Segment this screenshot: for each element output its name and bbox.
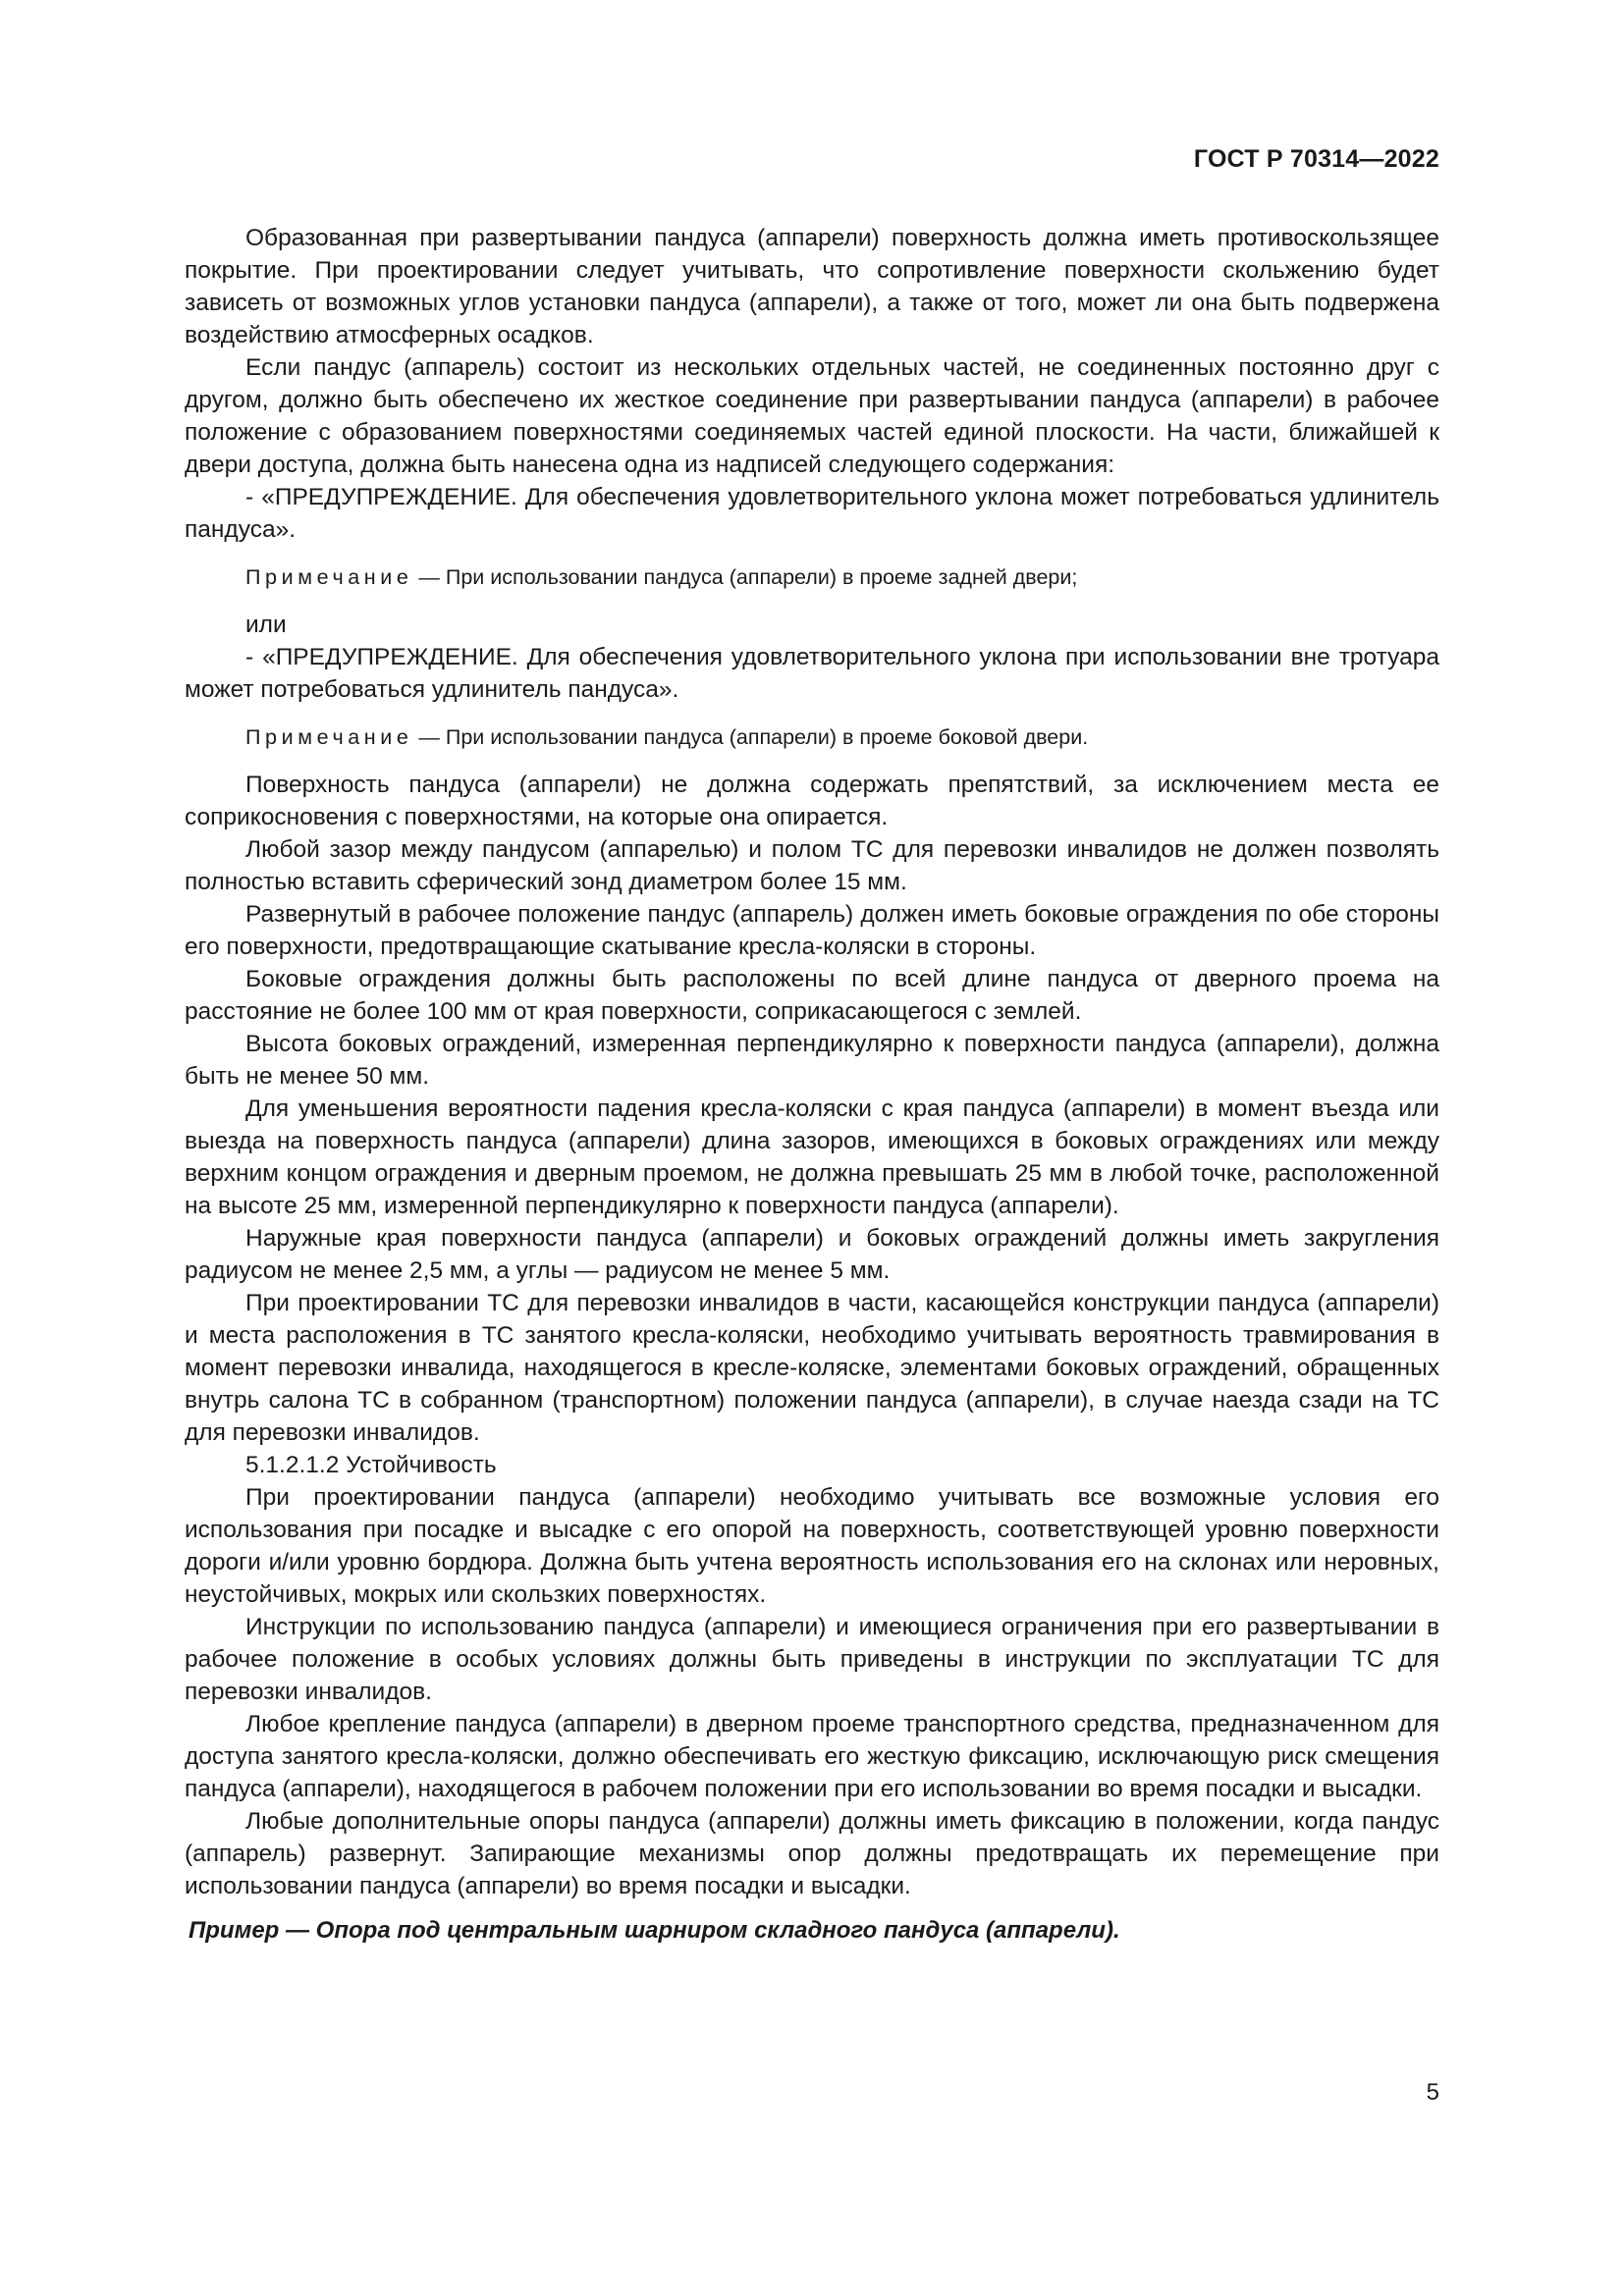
note [185, 562, 1439, 592]
paragraph: При проектировании ТС для перевозки инвалидов в части, касающейся конструкции пандуса (аппарели) и места расположения в ТС занятого кресла-коляски, необходимо учитывать вероятность травмирования в момент перевозки инвалида, находящегося в кресле-коляске, элементами боковых ограждений, обращенных внутрь салона ТС в собранном (транспортном) положении пандуса (аппарели), в случае наезда сзади на ТС для перевозки инвалидов. [185, 1290, 1439, 1446]
paragraph: Любые дополнительные опоры пандуса (аппарели) должны иметь фиксацию в положении, когда пандус (аппарель) развернут. Запирающие механизмы опор должны предотвращать их перемещение при использовании пандуса (аппарели) во время посадки и высадки. [185, 1808, 1439, 1899]
paragraph: Образованная при развертывании пандуса (аппарели) поверхность должна иметь противоскользящее покрытие. При проектировании следует учитывать, что сопротивление поверхности скольжению будет зависеть от возможных углов установки пандуса (аппарели), а также от того, может ли она быть подвержена воздействию атмосферных осадков. [185, 225, 1439, 348]
section-heading: 5.1.2.1.2 Устойчивость [245, 1452, 497, 1478]
page-number: 5 [1426, 2079, 1439, 2106]
paragraph: Любой зазор между пандусом (аппарелью) и полом ТС для перевозки инвалидов не должен позволять полностью вставить сферический зонд диаметром более 15 мм. [185, 836, 1439, 895]
warning-text: - «ПРЕДУПРЕЖДЕНИЕ. Для обеспечения удовлетворительного уклона может потребоваться удлинитель пандуса». [185, 484, 1439, 543]
document-header-standard-id: ГОСТ Р 70314—2022 [1193, 145, 1439, 173]
note-text: — При использовании пандуса (аппарели) в проеме задней двери; [412, 565, 1078, 589]
paragraph: Боковые ограждения должны быть расположены по всей длине пандуса от дверного проема на расстояние не более 100 мм от края поверхности, соприкасающегося с землей. [185, 966, 1439, 1025]
note-text: — При использовании пандуса (аппарели) в проеме боковой двери. [412, 725, 1089, 749]
paragraph: Высота боковых ограждений, измеренная перпендикулярно к поверхности пандуса (аппарели), должна быть не менее 50 мм. [185, 1031, 1439, 1090]
note [185, 722, 1439, 752]
conjunction: или [245, 612, 287, 638]
note-label: Примечание [245, 725, 413, 749]
paragraph: Поверхность пандуса (аппарели) не должна содержать препятствий, за исключением места ее соприкосновения с поверхностями, на которые она опирается. [185, 772, 1439, 830]
paragraph: Если пандус (аппарель) состоит из нескольких отдельных частей, не соединенных постоянно друг с другом, должно быть обеспечено их жесткое соединение при развертывании пандуса (аппарели) в рабочее положение с образованием поверхностями соединяемых частей единой плоскости. На части, ближайшей к двери доступа, должна быть нанесена одна из надписей следующего содержания: [185, 354, 1439, 478]
paragraph: Наружные края поверхности пандуса (аппарели) и боковых ограждений должны иметь закругления радиусом не менее 2,5 мм, а углы — радиусом не менее 5 мм. [185, 1225, 1439, 1284]
paragraph: Развернутый в рабочее положение пандус (аппарель) должен иметь боковые ограждения по обе стороны его поверхности, предотвращающие скатывание кресла-коляски в стороны. [185, 901, 1439, 960]
paragraph: При проектировании пандуса (аппарели) необходимо учитывать все возможные условия его использования при посадке и высадке с его опорой на поверхность, соответствующей уровню поверхности дороги и/или уровню бордюра. Должна быть учтена вероятность использования его на склонах или неровных, неустойчивых, мокрых или скользких поверхностях. [185, 1484, 1439, 1608]
document-body [185, 222, 1439, 1947]
note-label: Примечание [245, 565, 413, 589]
warning-text: - «ПРЕДУПРЕЖДЕНИЕ. Для обеспечения удовлетворительного уклона при использовании вне тротуара может потребоваться удлинитель пандуса». [185, 644, 1439, 703]
paragraph: Инструкции по использованию пандуса (аппарели) и имеющиеся ограничения при его развертывании в рабочее положение в особых условиях должны быть приведены в инструкции по эксплуатации ТС для перевозки инвалидов. [185, 1614, 1439, 1705]
paragraph: Любое крепление пандуса (аппарели) в дверном проеме транспортного средства, предназначенном для доступа занятого кресла-коляски, должно обеспечивать его жесткую фиксацию, исключающую риск смещения пандуса (аппарели), находящегося в рабочем положении при его использовании во время посадки и высадки. [185, 1711, 1439, 1802]
paragraph: Для уменьшения вероятности падения кресла-коляски с края пандуса (аппарели) в момент въезда или выезда на поверхность пандуса (аппарели) длина зазоров, имеющихся в боковых ограждениях или между верхним концом ограждения и дверным проемом, не должна превышать 25 мм в любой точке, расположенной на высоте 25 мм, измеренной перпендикулярно к поверхности пандуса (аппарели). [185, 1095, 1439, 1219]
example-text: Пример — Опора под центральным шарниром складного пандуса (аппарели). [189, 1917, 1120, 1944]
